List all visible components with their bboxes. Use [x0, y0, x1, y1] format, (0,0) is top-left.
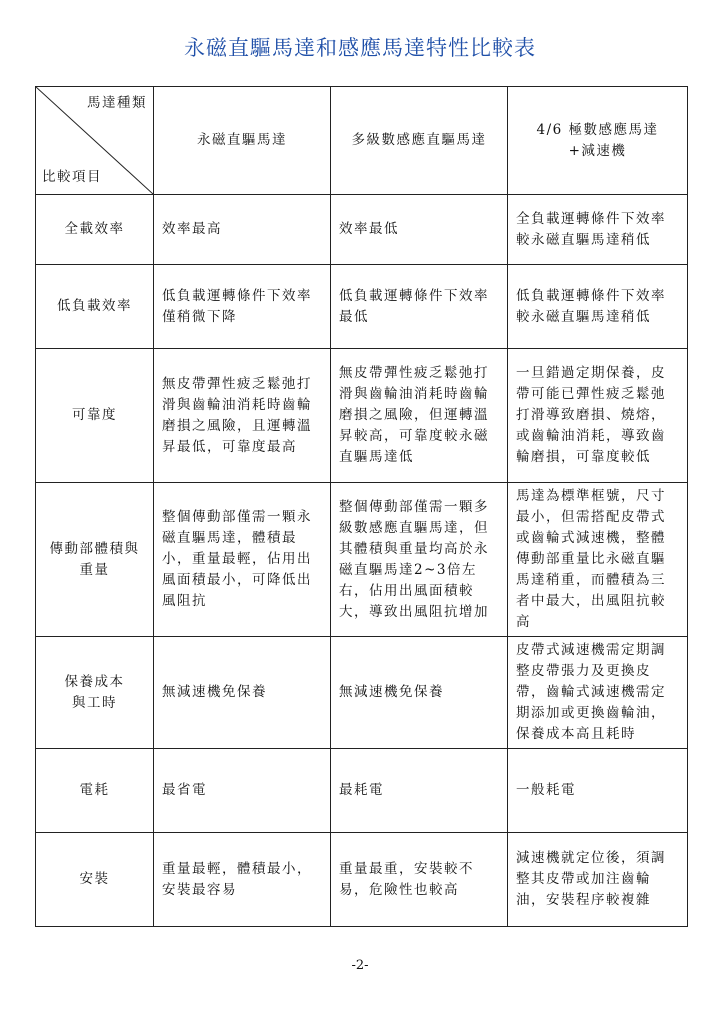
row-label: 安裝 [36, 833, 154, 927]
table-cell: 低負載運轉條件下效率較永磁直驅馬達稍低 [508, 265, 688, 349]
table-cell: 效率最高 [154, 195, 331, 265]
row-label: 可靠度 [36, 349, 154, 483]
table-cell: 最耗電 [331, 749, 508, 833]
table-cell: 一般耗電 [508, 749, 688, 833]
row-label: 電耗 [36, 749, 154, 833]
column-header-pm-motor: 永磁直驅馬達 [154, 87, 331, 195]
table-cell: 無減速機免保養 [154, 637, 331, 749]
corner-top-label: 馬達種類 [87, 95, 147, 111]
table-cell: 全負載運轉條件下效率較永磁直驅馬達稍低 [508, 195, 688, 265]
table-row [36, 265, 688, 349]
table-cell: 低負載運轉條件下效率最低 [331, 265, 508, 349]
table-row [36, 749, 688, 833]
table-row [36, 195, 688, 265]
corner-bottom-label: 比較項目 [42, 169, 102, 185]
row-label: 低負載效率 [36, 265, 154, 349]
table-cell: 減速機就定位後，須調整其皮帶或加注齒輪油，安裝程序較複雜 [508, 833, 688, 927]
corner-header-cell [36, 87, 154, 195]
table-cell: 整個傳動部僅需一顆多級數感應直驅馬達，但其體積與重量均高於永磁直驅馬達2~3倍左右，佔用出風面積較大，導致出風阻抗增加 [331, 483, 508, 637]
table-cell: 效率最低 [331, 195, 508, 265]
table-cell: 無皮帶彈性疲乏鬆弛打滑與齒輪油消耗時齒輪磨損之風險，且運轉溫昇最低，可靠度最高 [154, 349, 331, 483]
row-label: 傳動部體積與 重量 [36, 483, 154, 637]
row-label: 保養成本 與工時 [36, 637, 154, 749]
table-cell: 重量最輕，體積最小，安裝最容易 [154, 833, 331, 927]
table-cell: 整個傳動部僅需一顆永磁直驅馬達，體積最小，重量最輕，佔用出風面積最小，可降低出風阻抗 [154, 483, 331, 637]
row-label: 全載效率 [36, 195, 154, 265]
table-cell: 無減速機免保養 [331, 637, 508, 749]
table-row [36, 637, 688, 749]
table-row [36, 483, 688, 637]
table-cell: 馬達為標準框號，尺寸最小，但需搭配皮帶式或齒輪式減速機，整體傳動部重量比永磁直驅馬達稍重，而體積為三者中最大，出風阻抗較高 [508, 483, 688, 637]
table-cell: 一旦錯過定期保養，皮帶可能已彈性疲乏鬆弛打滑導致磨損、燒熔，或齒輪油消耗，導致齒輪磨損，可靠度較低 [508, 349, 688, 483]
table-header-row [36, 87, 688, 195]
column-header-induction-gear-motor: 4/6 極數感應馬達 +減速機 [508, 87, 688, 195]
table-cell: 最省電 [154, 749, 331, 833]
table-cell: 低負載運轉條件下效率僅稍微下降 [154, 265, 331, 349]
table-cell: 重量最重，安裝較不易，危險性也較高 [331, 833, 508, 927]
column-header-multipole-motor: 多級數感應直驅馬達 [331, 87, 508, 195]
document-title: 永磁直驅馬達和感應馬達特性比較表 [184, 36, 536, 60]
table-cell: 無皮帶彈性疲乏鬆弛打滑與齒輪油消耗時齒輪磨損之風險，但運轉溫昇較高，可靠度較永磁直驅馬達低 [331, 349, 508, 483]
table-row [36, 349, 688, 483]
table-row [36, 833, 688, 927]
table-cell: 皮帶式減速機需定期調整皮帶張力及更換皮帶，齒輪式減速機需定期添加或更換齒輪油，保養成本高且耗時 [508, 637, 688, 749]
page-number: -2- [351, 958, 369, 973]
comparison-table [35, 86, 688, 927]
